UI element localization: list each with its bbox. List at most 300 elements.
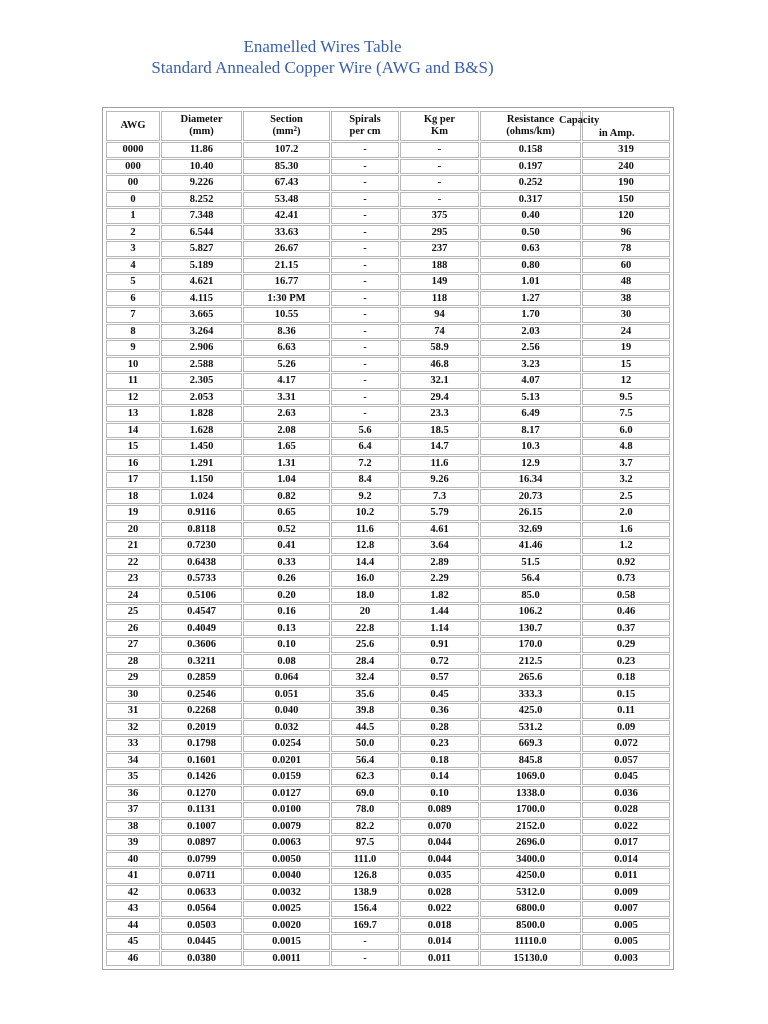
cell-diameter: 0.2546 <box>161 687 242 703</box>
cell-capacity: 0.92 <box>582 555 670 571</box>
cell-spirals: - <box>331 274 399 290</box>
cell-resistance: 56.4 <box>480 571 581 587</box>
cell-diameter: 5.189 <box>161 258 242 274</box>
cell-spirals: - <box>331 307 399 323</box>
cell-section: 0.0020 <box>243 918 330 934</box>
cell-spirals: 16.0 <box>331 571 399 587</box>
cell-awg: 13 <box>106 406 160 422</box>
cell-capacity: 120 <box>582 208 670 224</box>
cell-capacity: 38 <box>582 291 670 307</box>
cell-diameter: 7.348 <box>161 208 242 224</box>
cell-resistance: 16.34 <box>480 472 581 488</box>
cell-capacity: 0.028 <box>582 802 670 818</box>
cell-resistance: 0.317 <box>480 192 581 208</box>
page-title: Enamelled Wires Table <box>243 37 402 56</box>
cell-section: 107.2 <box>243 142 330 158</box>
cell-diameter: 1.828 <box>161 406 242 422</box>
cell-resistance: 15130.0 <box>480 951 581 967</box>
cell-section: 6.63 <box>243 340 330 356</box>
cell-awg: 2 <box>106 225 160 241</box>
cell-capacity: 1.2 <box>582 538 670 554</box>
cell-resistance: 0.252 <box>480 175 581 191</box>
cell-resistance: 8.17 <box>480 423 581 439</box>
cell-capacity: 78 <box>582 241 670 257</box>
cell-kg-per-km: 0.044 <box>400 835 479 851</box>
cell-diameter: 0.1798 <box>161 736 242 752</box>
cell-section: 0.0201 <box>243 753 330 769</box>
header-spirals: Spirals per cm <box>331 111 399 141</box>
cell-kg-per-km: 0.23 <box>400 736 479 752</box>
cell-section: 33.63 <box>243 225 330 241</box>
cell-kg-per-km: 0.18 <box>400 753 479 769</box>
cell-awg: 28 <box>106 654 160 670</box>
cell-kg-per-km: 0.022 <box>400 901 479 917</box>
cell-resistance: 4.07 <box>480 373 581 389</box>
table-row <box>106 390 670 406</box>
cell-resistance: 85.0 <box>480 588 581 604</box>
cell-diameter: 0.3606 <box>161 637 242 653</box>
cell-spirals: 56.4 <box>331 753 399 769</box>
cell-diameter: 0.1601 <box>161 753 242 769</box>
cell-section: 0.33 <box>243 555 330 571</box>
cell-section: 0.0159 <box>243 769 330 785</box>
cell-spirals: 22.8 <box>331 621 399 637</box>
cell-resistance: 4250.0 <box>480 868 581 884</box>
cell-capacity: 19 <box>582 340 670 356</box>
cell-diameter: 2.053 <box>161 390 242 406</box>
cell-capacity: 0.37 <box>582 621 670 637</box>
cell-section: 0.040 <box>243 703 330 719</box>
cell-diameter: 0.0380 <box>161 951 242 967</box>
table-row <box>106 307 670 323</box>
cell-capacity: 190 <box>582 175 670 191</box>
cell-kg-per-km: - <box>400 142 479 158</box>
cell-spirals: 9.2 <box>331 489 399 505</box>
cell-section: 10.55 <box>243 307 330 323</box>
table-row <box>106 934 670 950</box>
cell-diameter: 0.0897 <box>161 835 242 851</box>
cell-awg: 20 <box>106 522 160 538</box>
cell-resistance: 669.3 <box>480 736 581 752</box>
cell-spirals: - <box>331 390 399 406</box>
cell-awg: 23 <box>106 571 160 587</box>
cell-spirals: 18.0 <box>331 588 399 604</box>
cell-capacity: 240 <box>582 159 670 175</box>
cell-section: 0.0025 <box>243 901 330 917</box>
cell-section: 42.41 <box>243 208 330 224</box>
cell-spirals: 156.4 <box>331 901 399 917</box>
table-row <box>106 654 670 670</box>
table-row <box>106 225 670 241</box>
cell-awg: 33 <box>106 736 160 752</box>
cell-capacity: 0.036 <box>582 786 670 802</box>
cell-resistance: 3400.0 <box>480 852 581 868</box>
cell-diameter: 1.024 <box>161 489 242 505</box>
cell-capacity: 30 <box>582 307 670 323</box>
cell-resistance: 6800.0 <box>480 901 581 917</box>
header-diameter: Diameter (mm) <box>161 111 242 141</box>
cell-awg: 00 <box>106 175 160 191</box>
table-row <box>106 753 670 769</box>
cell-resistance: 2152.0 <box>480 819 581 835</box>
cell-awg: 17 <box>106 472 160 488</box>
cell-spirals: - <box>331 142 399 158</box>
cell-kg-per-km: 32.1 <box>400 373 479 389</box>
table-row <box>106 901 670 917</box>
cell-resistance: 1.27 <box>480 291 581 307</box>
cell-resistance: 0.80 <box>480 258 581 274</box>
cell-section: 1.65 <box>243 439 330 455</box>
cell-kg-per-km: 2.89 <box>400 555 479 571</box>
cell-section: 0.65 <box>243 505 330 521</box>
table-row <box>106 687 670 703</box>
header-capacity: Capacity in Amp. <box>582 111 670 141</box>
cell-capacity: 0.009 <box>582 885 670 901</box>
cell-awg: 37 <box>106 802 160 818</box>
cell-diameter: 1.450 <box>161 439 242 455</box>
cell-section: 0.13 <box>243 621 330 637</box>
cell-capacity: 0.09 <box>582 720 670 736</box>
cell-awg: 40 <box>106 852 160 868</box>
table-row <box>106 819 670 835</box>
table-header-row <box>106 111 670 141</box>
cell-resistance: 0.197 <box>480 159 581 175</box>
cell-section: 0.0079 <box>243 819 330 835</box>
cell-section: 1.31 <box>243 456 330 472</box>
cell-spirals: 32.4 <box>331 670 399 686</box>
cell-diameter: 0.1270 <box>161 786 242 802</box>
cell-resistance: 51.5 <box>480 555 581 571</box>
cell-section: 0.0254 <box>243 736 330 752</box>
cell-spirals: 8.4 <box>331 472 399 488</box>
cell-spirals: - <box>331 373 399 389</box>
cell-resistance: 10.3 <box>480 439 581 455</box>
table-row <box>106 604 670 620</box>
table-row <box>106 951 670 967</box>
cell-awg: 39 <box>106 835 160 851</box>
cell-diameter: 4.115 <box>161 291 242 307</box>
cell-capacity: 0.005 <box>582 934 670 950</box>
cell-resistance: 0.50 <box>480 225 581 241</box>
cell-section: 0.0100 <box>243 802 330 818</box>
cell-diameter: 0.1426 <box>161 769 242 785</box>
cell-kg-per-km: - <box>400 192 479 208</box>
cell-capacity: 3.7 <box>582 456 670 472</box>
table-row <box>106 769 670 785</box>
table-row <box>106 736 670 752</box>
cell-kg-per-km: 7.3 <box>400 489 479 505</box>
cell-capacity: 2.0 <box>582 505 670 521</box>
table-row <box>106 324 670 340</box>
cell-section: 1.04 <box>243 472 330 488</box>
cell-awg: 25 <box>106 604 160 620</box>
cell-section: 3.31 <box>243 390 330 406</box>
cell-section: 0.26 <box>243 571 330 587</box>
cell-awg: 8 <box>106 324 160 340</box>
table-row <box>106 868 670 884</box>
table-body <box>106 142 670 966</box>
cell-section: 8.36 <box>243 324 330 340</box>
cell-resistance: 1700.0 <box>480 802 581 818</box>
cell-capacity: 96 <box>582 225 670 241</box>
cell-diameter: 0.0503 <box>161 918 242 934</box>
cell-diameter: 1.291 <box>161 456 242 472</box>
cell-capacity: 0.003 <box>582 951 670 967</box>
cell-resistance: 12.9 <box>480 456 581 472</box>
cell-kg-per-km: 1.14 <box>400 621 479 637</box>
table-row <box>106 142 670 158</box>
cell-spirals: 126.8 <box>331 868 399 884</box>
cell-kg-per-km: 0.028 <box>400 885 479 901</box>
cell-diameter: 0.0711 <box>161 868 242 884</box>
cell-resistance: 106.2 <box>480 604 581 620</box>
cell-kg-per-km: 188 <box>400 258 479 274</box>
cell-spirals: - <box>331 192 399 208</box>
cell-resistance: 531.2 <box>480 720 581 736</box>
cell-awg: 18 <box>106 489 160 505</box>
cell-awg: 9 <box>106 340 160 356</box>
table-row <box>106 703 670 719</box>
cell-resistance: 32.69 <box>480 522 581 538</box>
cell-awg: 24 <box>106 588 160 604</box>
cell-spirals: 10.2 <box>331 505 399 521</box>
cell-section: 53.48 <box>243 192 330 208</box>
cell-spirals: 14.4 <box>331 555 399 571</box>
cell-section: 0.0050 <box>243 852 330 868</box>
cell-section: 0.82 <box>243 489 330 505</box>
cell-capacity: 7.5 <box>582 406 670 422</box>
cell-kg-per-km: 4.61 <box>400 522 479 538</box>
cell-kg-per-km: 0.14 <box>400 769 479 785</box>
cell-spirals: 44.5 <box>331 720 399 736</box>
cell-spirals: 20 <box>331 604 399 620</box>
cell-awg: 31 <box>106 703 160 719</box>
cell-diameter: 0.2859 <box>161 670 242 686</box>
cell-awg: 19 <box>106 505 160 521</box>
cell-awg: 44 <box>106 918 160 934</box>
cell-capacity: 6.0 <box>582 423 670 439</box>
cell-spirals: - <box>331 258 399 274</box>
cell-awg: 42 <box>106 885 160 901</box>
cell-resistance: 170.0 <box>480 637 581 653</box>
table-row <box>106 802 670 818</box>
cell-spirals: 50.0 <box>331 736 399 752</box>
cell-capacity: 60 <box>582 258 670 274</box>
table-row <box>106 555 670 571</box>
cell-section: 26.67 <box>243 241 330 257</box>
cell-spirals: - <box>331 357 399 373</box>
cell-capacity: 24 <box>582 324 670 340</box>
cell-kg-per-km: 149 <box>400 274 479 290</box>
cell-diameter: 0.0564 <box>161 901 242 917</box>
cell-kg-per-km: 23.3 <box>400 406 479 422</box>
cell-capacity: 15 <box>582 357 670 373</box>
table-row <box>106 258 670 274</box>
table-row <box>106 538 670 554</box>
cell-awg: 21 <box>106 538 160 554</box>
cell-spirals: - <box>331 159 399 175</box>
cell-section: 0.0063 <box>243 835 330 851</box>
cell-section: 67.43 <box>243 175 330 191</box>
cell-spirals: - <box>331 291 399 307</box>
table-row <box>106 852 670 868</box>
cell-kg-per-km: 2.29 <box>400 571 479 587</box>
cell-kg-per-km: 14.7 <box>400 439 479 455</box>
cell-section: 16.77 <box>243 274 330 290</box>
cell-diameter: 3.665 <box>161 307 242 323</box>
cell-capacity: 0.58 <box>582 588 670 604</box>
cell-capacity: 0.15 <box>582 687 670 703</box>
page-subtitle: Standard Annealed Copper Wire (AWG and B&S) <box>151 58 494 77</box>
cell-section: 4.17 <box>243 373 330 389</box>
cell-diameter: 0.1007 <box>161 819 242 835</box>
cell-diameter: 0.3211 <box>161 654 242 670</box>
cell-capacity: 0.11 <box>582 703 670 719</box>
cell-resistance: 6.49 <box>480 406 581 422</box>
table-row <box>106 786 670 802</box>
cell-diameter: 0.8118 <box>161 522 242 538</box>
cell-capacity: 48 <box>582 274 670 290</box>
cell-awg: 29 <box>106 670 160 686</box>
cell-capacity: 0.007 <box>582 901 670 917</box>
cell-resistance: 2.56 <box>480 340 581 356</box>
cell-awg: 27 <box>106 637 160 653</box>
cell-section: 0.16 <box>243 604 330 620</box>
cell-awg: 6 <box>106 291 160 307</box>
cell-awg: 30 <box>106 687 160 703</box>
cell-kg-per-km: 0.91 <box>400 637 479 653</box>
cell-section: 0.41 <box>243 538 330 554</box>
cell-resistance: 26.15 <box>480 505 581 521</box>
cell-spirals: 11.6 <box>331 522 399 538</box>
table-row <box>106 192 670 208</box>
cell-resistance: 8500.0 <box>480 918 581 934</box>
cell-kg-per-km: 58.9 <box>400 340 479 356</box>
cell-section: 0.0032 <box>243 885 330 901</box>
cell-capacity: 150 <box>582 192 670 208</box>
cell-spirals: 25.6 <box>331 637 399 653</box>
cell-spirals: 5.6 <box>331 423 399 439</box>
cell-capacity: 2.5 <box>582 489 670 505</box>
cell-capacity: 0.022 <box>582 819 670 835</box>
table-row <box>106 670 670 686</box>
cell-resistance: 5312.0 <box>480 885 581 901</box>
cell-diameter: 4.621 <box>161 274 242 290</box>
cell-diameter: 2.305 <box>161 373 242 389</box>
cell-kg-per-km: 295 <box>400 225 479 241</box>
header-awg: AWG <box>106 111 160 141</box>
cell-diameter: 5.827 <box>161 241 242 257</box>
table-row <box>106 720 670 736</box>
header-kg-per-km: Kg per Km <box>400 111 479 141</box>
cell-resistance: 2.03 <box>480 324 581 340</box>
cell-resistance: 1069.0 <box>480 769 581 785</box>
cell-awg: 43 <box>106 901 160 917</box>
cell-spirals: - <box>331 208 399 224</box>
cell-resistance: 1.01 <box>480 274 581 290</box>
cell-awg: 3 <box>106 241 160 257</box>
table-row <box>106 357 670 373</box>
cell-diameter: 0.5106 <box>161 588 242 604</box>
cell-spirals: 35.6 <box>331 687 399 703</box>
cell-awg: 5 <box>106 274 160 290</box>
cell-spirals: - <box>331 241 399 257</box>
cell-resistance: 1338.0 <box>480 786 581 802</box>
cell-spirals: 78.0 <box>331 802 399 818</box>
cell-section: 5.26 <box>243 357 330 373</box>
cell-resistance: 333.3 <box>480 687 581 703</box>
cell-capacity: 319 <box>582 142 670 158</box>
table-row <box>106 885 670 901</box>
cell-kg-per-km: 0.45 <box>400 687 479 703</box>
cell-diameter: 3.264 <box>161 324 242 340</box>
table-row <box>106 472 670 488</box>
cell-section: 0.10 <box>243 637 330 653</box>
cell-resistance: 5.13 <box>480 390 581 406</box>
cell-awg: 11 <box>106 373 160 389</box>
cell-kg-per-km: 1.82 <box>400 588 479 604</box>
cell-capacity: 0.46 <box>582 604 670 620</box>
cell-section: 0.52 <box>243 522 330 538</box>
cell-diameter: 0.0445 <box>161 934 242 950</box>
cell-awg: 35 <box>106 769 160 785</box>
cell-spirals: 97.5 <box>331 835 399 851</box>
cell-section: 85.30 <box>243 159 330 175</box>
cell-awg: 34 <box>106 753 160 769</box>
cell-kg-per-km: - <box>400 159 479 175</box>
cell-section: 0.0127 <box>243 786 330 802</box>
table-row <box>106 373 670 389</box>
table-row <box>106 588 670 604</box>
cell-section: 0.064 <box>243 670 330 686</box>
cell-awg: 41 <box>106 868 160 884</box>
cell-resistance: 0.63 <box>480 241 581 257</box>
cell-spirals: 28.4 <box>331 654 399 670</box>
cell-spirals: - <box>331 934 399 950</box>
cell-diameter: 1.150 <box>161 472 242 488</box>
cell-spirals: 111.0 <box>331 852 399 868</box>
cell-capacity: 1.6 <box>582 522 670 538</box>
cell-capacity: 0.18 <box>582 670 670 686</box>
cell-kg-per-km: 0.011 <box>400 951 479 967</box>
cell-kg-per-km: 375 <box>400 208 479 224</box>
cell-kg-per-km: 0.36 <box>400 703 479 719</box>
cell-kg-per-km: 0.10 <box>400 786 479 802</box>
cell-diameter: 0.4547 <box>161 604 242 620</box>
cell-resistance: 2696.0 <box>480 835 581 851</box>
cell-resistance: 212.5 <box>480 654 581 670</box>
cell-kg-per-km: 1.44 <box>400 604 479 620</box>
cell-spirals: 62.3 <box>331 769 399 785</box>
cell-kg-per-km: 0.035 <box>400 868 479 884</box>
table-row <box>106 918 670 934</box>
header-resistance: Resistance (ohms/km) <box>480 111 581 141</box>
cell-kg-per-km: 0.089 <box>400 802 479 818</box>
cell-spirals: 39.8 <box>331 703 399 719</box>
cell-awg: 16 <box>106 456 160 472</box>
cell-kg-per-km: 74 <box>400 324 479 340</box>
cell-resistance: 20.73 <box>480 489 581 505</box>
cell-resistance: 11110.0 <box>480 934 581 950</box>
table-row <box>106 241 670 257</box>
cell-capacity: 0.005 <box>582 918 670 934</box>
cell-capacity: 9.5 <box>582 390 670 406</box>
table-row <box>106 406 670 422</box>
cell-diameter: 11.86 <box>161 142 242 158</box>
cell-diameter: 1.628 <box>161 423 242 439</box>
cell-spirals: - <box>331 175 399 191</box>
cell-awg: 15 <box>106 439 160 455</box>
